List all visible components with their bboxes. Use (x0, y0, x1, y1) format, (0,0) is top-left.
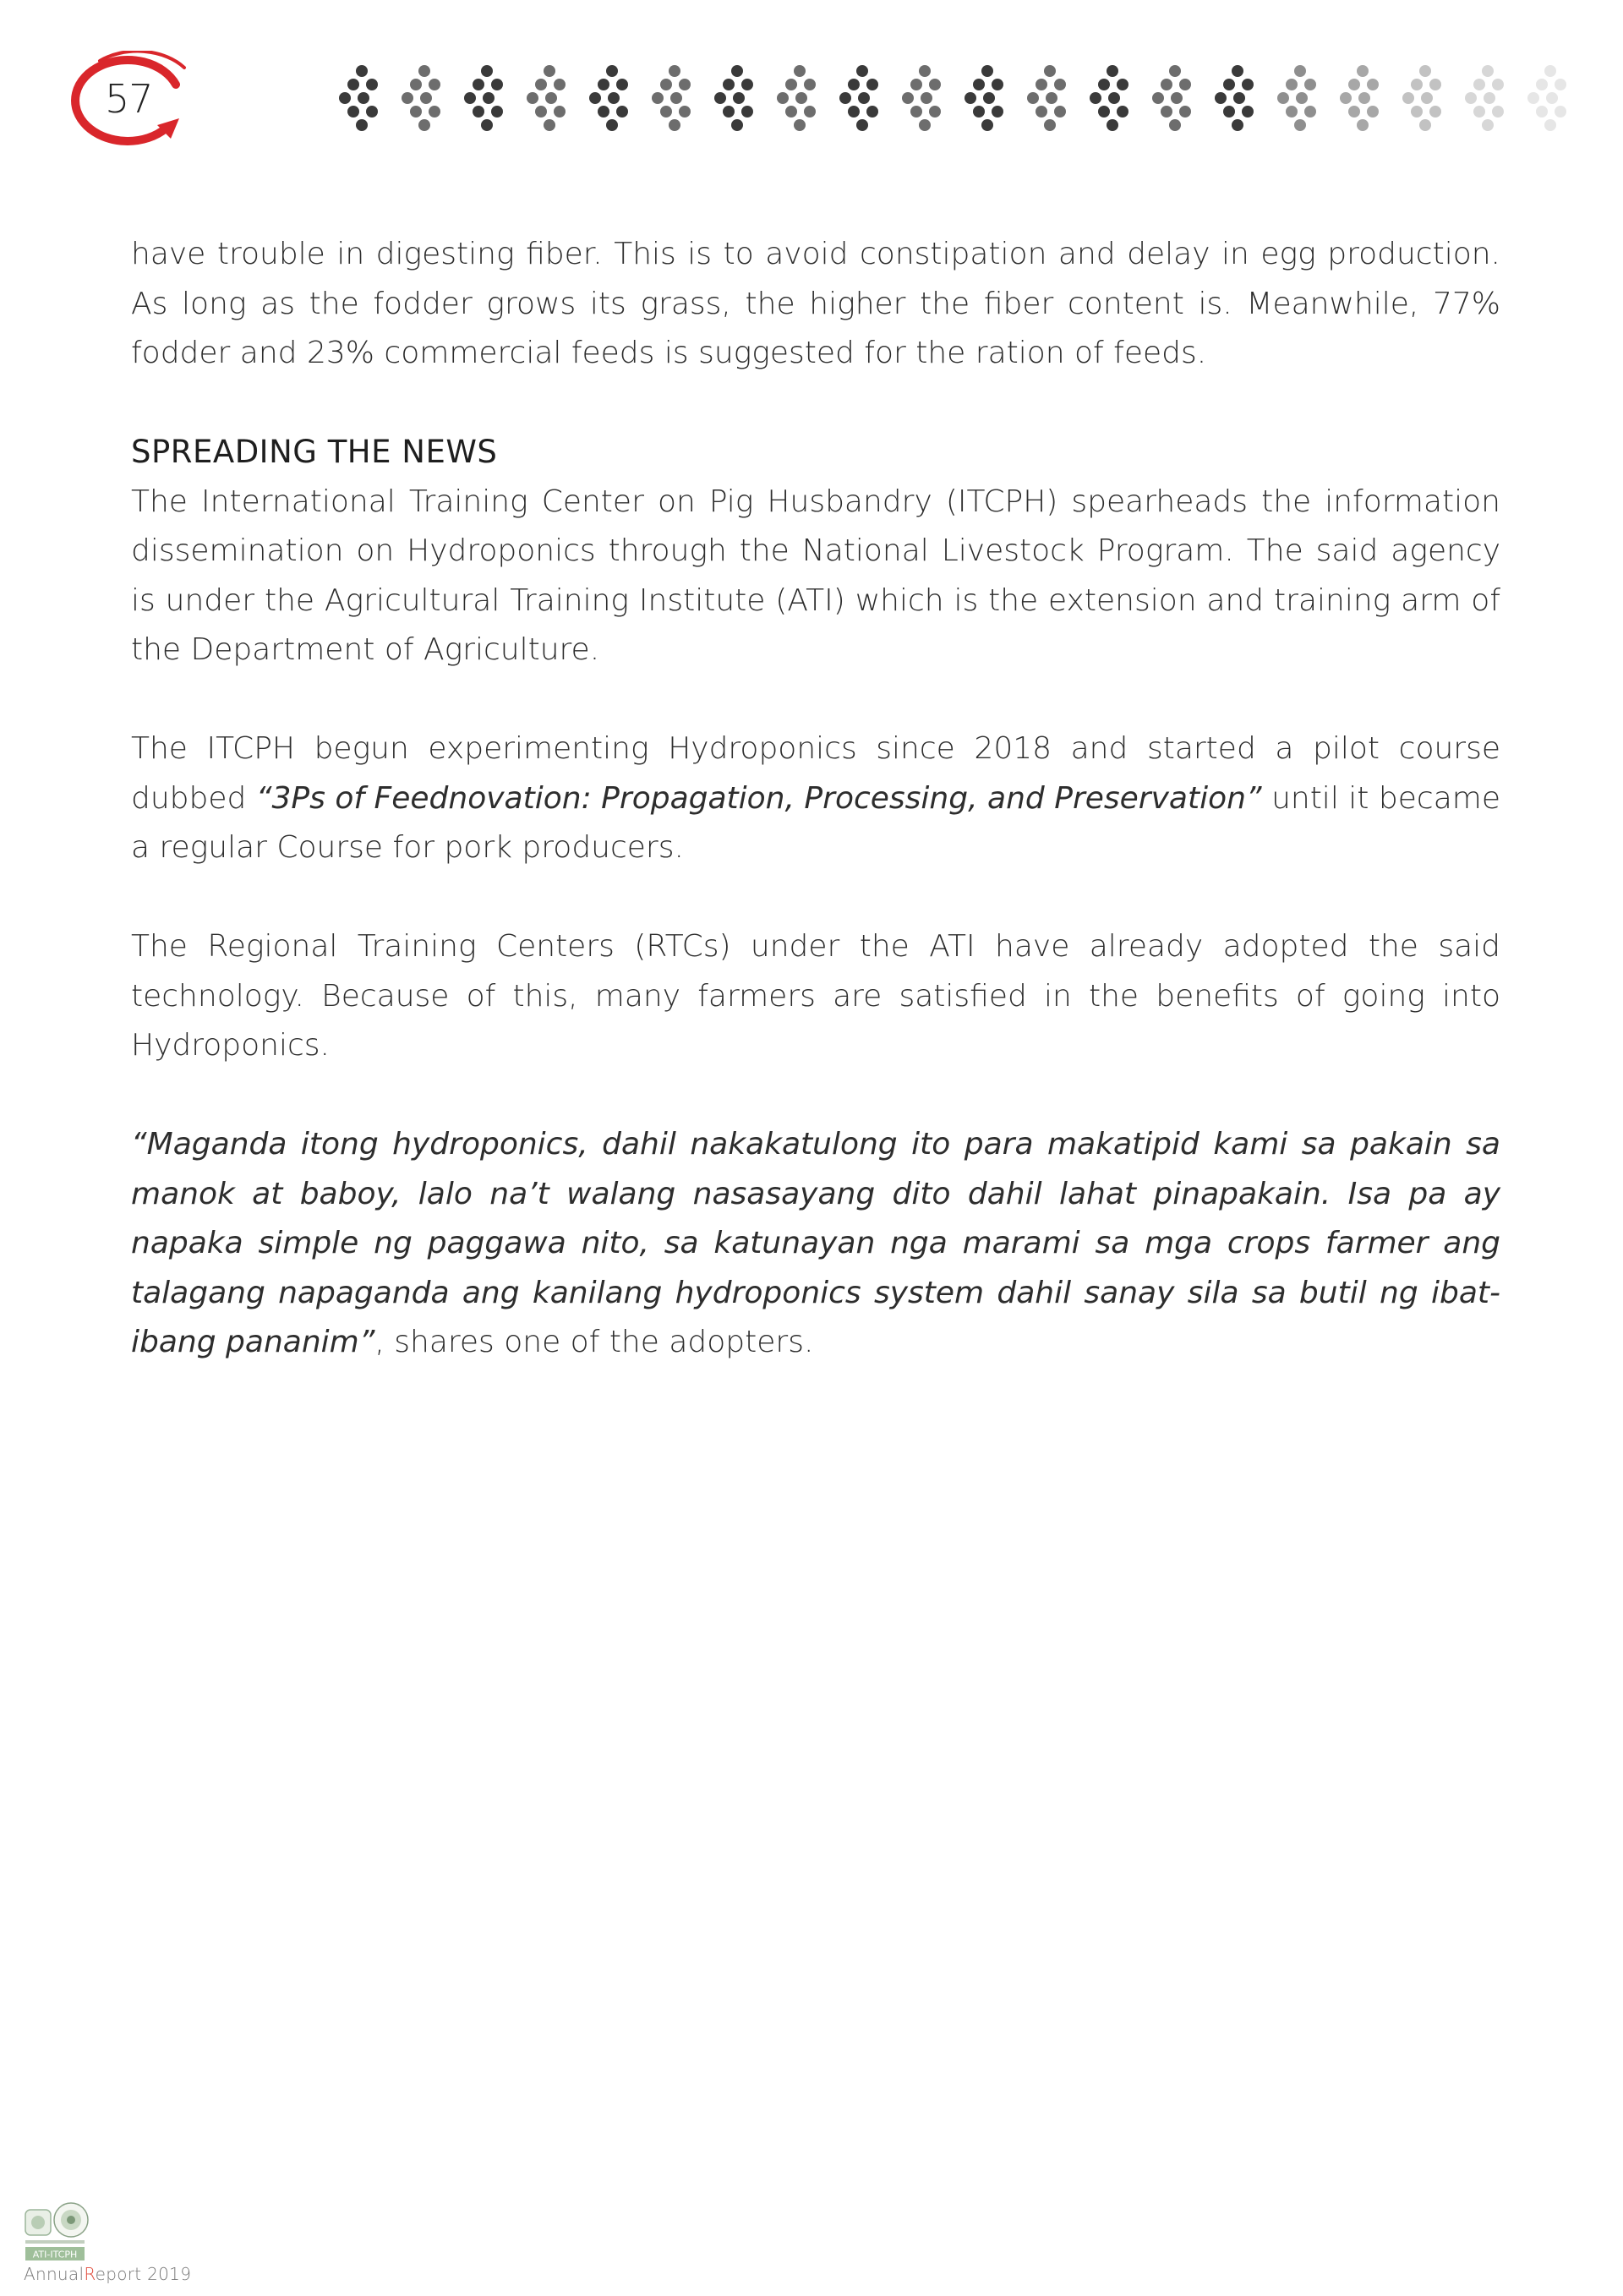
annual-report-label (24, 2264, 191, 2284)
article-body (131, 230, 1500, 1417)
chevron-left-icon (965, 65, 1003, 131)
chevron-left-icon (527, 65, 566, 131)
section-heading: SPREADING THE NEWS (131, 434, 498, 470)
chevron-left-icon (1402, 65, 1441, 131)
chevron-left-icon (1277, 65, 1316, 131)
chevron-left-icon (714, 65, 753, 131)
logo-caption-bar (25, 2240, 85, 2244)
chevron-left-icon (902, 65, 941, 131)
adopter-quote (131, 1120, 1500, 1368)
report-initial: R (84, 2264, 96, 2284)
page-number-badge (66, 51, 201, 152)
paragraph-pilot-course-lead: The ITCPH begun experimenting Hydroponics since 2018 and started a pilot course dubbed (131, 731, 1500, 816)
quote-attribution: , shares one of the adopters. (374, 1325, 814, 1359)
chevron-pattern-decoration (335, 59, 1603, 135)
paragraph-pilot-course (131, 724, 1500, 873)
page-number: 57 (105, 76, 153, 122)
chevron-left-icon (839, 65, 878, 131)
intro-paragraph: have trouble in digesting fiber. This is to avoid constipation and delay in egg production. As long as the fodder grows its grass, the higher the fiber content is. Meanwhile, 77% fodder and 23% commercial feeds is suggested for the ration of feeds. (131, 237, 1500, 370)
chevron-left-icon (464, 65, 503, 131)
paragraph-rtc-adoption: The Regional Training Centers (RTCs) under the ATI have already adopted the said technology. Because of this, many farmers are satisfied in the benefits of going into Hydroponics. (131, 929, 1500, 1063)
quote-text: “Maganda itong hydroponics, dahil nakakatulong ito para makatipid kami sa pakain sa manok at baboy, lalo na’t walang nasasayang dito dahil lahat pinapakain. Isa pa ay napaka simple ng paggawa nito, sa katunayan nga marami sa mga crops farmer ang talagang napaganda ang kanilang hydroponics system dahil sanay sila sa butil ng ibat-ibang pananim” (131, 1127, 1500, 1359)
chevron-left-icon (1152, 65, 1191, 131)
chevron-left-icon (1340, 65, 1379, 131)
chevron-left-icon (589, 65, 628, 131)
chevron-left-icon (1215, 65, 1254, 131)
ati-logo-icon (25, 2210, 51, 2235)
paragraph-pilot-course-tail: until it became a regular Course for pork producers. (131, 780, 1500, 865)
course-title: “3Ps of Feednovation: Propagation, Processing, and Preservation” (255, 780, 1262, 816)
itcph-seal-icon (54, 2203, 88, 2237)
chevron-left-icon (1027, 65, 1066, 131)
chevron-left-icon (1527, 65, 1566, 131)
page-header (0, 0, 1623, 169)
org-label: ATI-ITCPH (32, 2249, 78, 2260)
chevron-left-icon (777, 65, 816, 131)
chevron-left-icon (339, 65, 378, 131)
report-year: 2019 (147, 2264, 192, 2284)
chevron-left-icon (652, 65, 691, 131)
chevron-left-icon (402, 65, 440, 131)
report-word-annual: Annual (24, 2264, 85, 2284)
chevron-left-icon (1465, 65, 1504, 131)
footer-logos (22, 2196, 157, 2272)
report-word-rest: eport (95, 2264, 142, 2284)
paragraph-itcph-dissemination: The International Training Center on Pig Husbandry (ITCPH) spearheads the information dissemination on Hydroponics through the National Livestock Program. The said agency is under the Agricultural Training Institute (ATI) which is the extension and training arm of the Department of Agriculture. (131, 484, 1500, 667)
chevron-left-icon (1090, 65, 1128, 131)
